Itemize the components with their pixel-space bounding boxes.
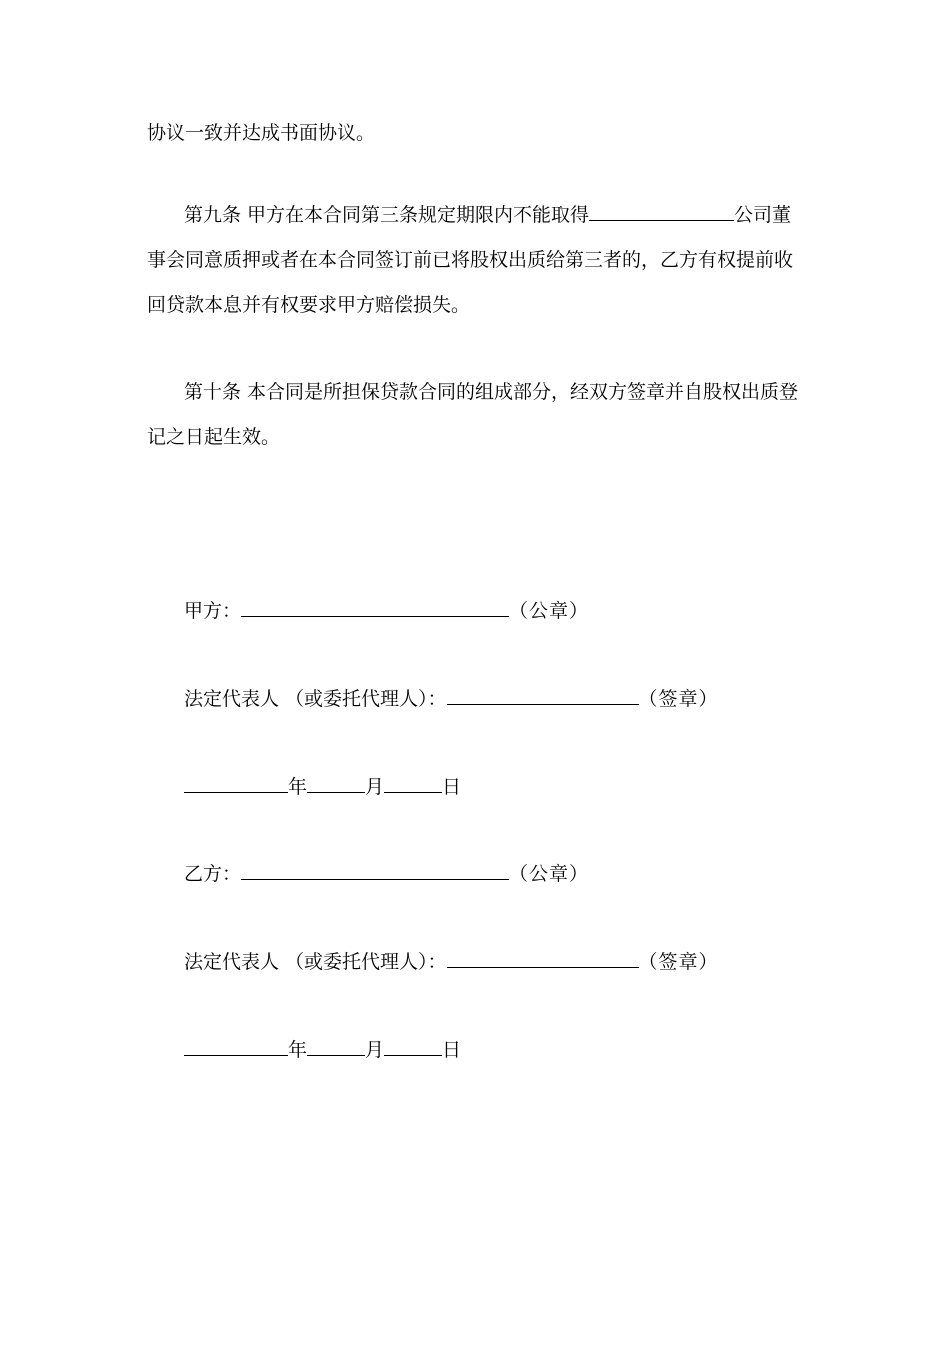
- article-9-line-1-before: 第九条 甲方在本合同第三条规定期限内不能取得: [184, 204, 590, 226]
- party-a-year-label: 年: [288, 776, 308, 798]
- party-b-line: [184, 860, 589, 888]
- party-b-day-blank: [384, 1036, 442, 1056]
- party-a-date-line: [184, 773, 461, 801]
- company-name-blank: [589, 201, 734, 221]
- party-a-name-blank: [241, 597, 509, 617]
- party-a-line: [184, 597, 589, 625]
- party-b-day-label: 日: [442, 1039, 462, 1061]
- article-10-line-1: 第十条 本合同是所担保贷款合同的组成部分，经双方签章并自股权出质登: [184, 381, 799, 403]
- party-b-date-line: [184, 1036, 461, 1064]
- party-a-year-blank: [184, 773, 288, 793]
- party-b-name-blank: [241, 860, 509, 880]
- party-b-month-label: 月: [365, 1039, 385, 1061]
- article-9-line-2: 事会同意质押或者在本合同签订前已将股权出质给第三者的，乙方有权提前收: [147, 249, 794, 271]
- party-b-rep-line: [184, 948, 719, 976]
- intro-line: 协议一致并达成书面协议。: [147, 122, 376, 144]
- party-a-rep-blank: [447, 685, 639, 705]
- intro-paragraph: [147, 111, 817, 156]
- party-a-day-blank: [384, 773, 442, 793]
- article-9-paragraph: [147, 193, 817, 328]
- article-9-line-1-after: 公司董: [734, 204, 792, 226]
- party-b-month-blank: [307, 1036, 365, 1056]
- article-9-line-3: 回贷款本息并有权要求甲方赔偿损失。: [147, 294, 471, 316]
- party-a-rep-seal: （签章）: [638, 688, 719, 710]
- article-10-paragraph: [147, 370, 817, 460]
- article-10-line-2: 记之日起生效。: [147, 426, 281, 448]
- article-9-line-1: [147, 193, 817, 238]
- party-a-seal: （公章）: [509, 600, 590, 622]
- party-a-label: 甲方：: [184, 600, 242, 622]
- party-b-rep-label: 法定代表人 （或委托代理人）：: [184, 951, 447, 973]
- party-b-rep-blank: [447, 948, 639, 968]
- party-a-day-label: 日: [442, 776, 462, 798]
- party-b-label: 乙方：: [184, 863, 242, 885]
- party-b-year-label: 年: [288, 1039, 308, 1061]
- party-b-seal: （公章）: [509, 863, 590, 885]
- party-a-month-blank: [307, 773, 365, 793]
- party-a-month-label: 月: [365, 776, 385, 798]
- party-b-rep-seal: （签章）: [638, 951, 719, 973]
- party-a-rep-label: 法定代表人 （或委托代理人）：: [184, 688, 447, 710]
- party-b-year-blank: [184, 1036, 288, 1056]
- party-a-rep-line: [184, 685, 719, 713]
